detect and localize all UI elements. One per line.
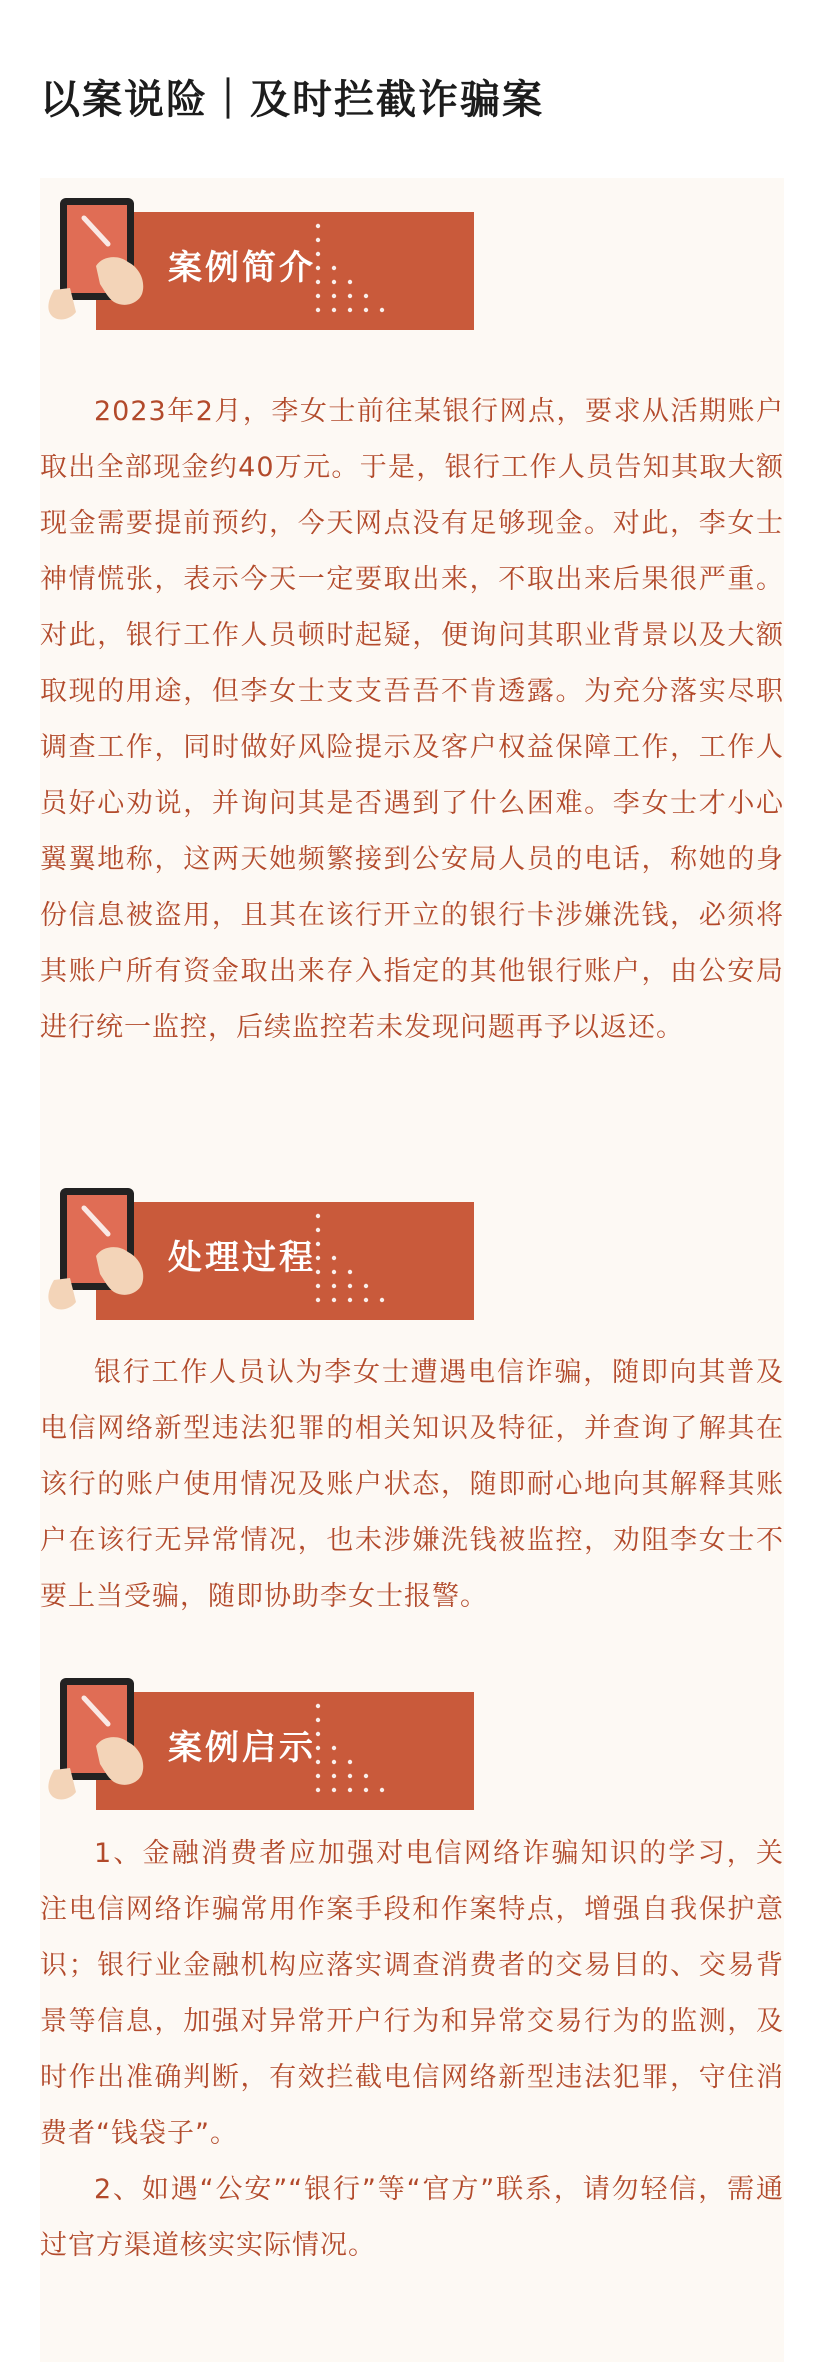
page-title: 以案说险｜及时拦截诈骗案: [40, 77, 544, 123]
section-header-lessons: [40, 1674, 784, 1809]
decorative-dots-icon: [312, 220, 402, 318]
section-title: 案例启示: [168, 1728, 316, 1768]
section-title: 处理过程: [168, 1238, 316, 1278]
hand-holding-tablet-icon: [40, 1674, 148, 1810]
article-content-panel: [40, 178, 784, 2362]
section-body-process: [40, 1345, 784, 1625]
hand-holding-tablet-icon: [40, 1184, 148, 1320]
paragraph: 2023年2月，李女士前往某银行网点，要求从活期账户取出全部现金约40万元。于是，银行工作人员告知其取大额现金需要提前预约，今天网点没有足够现金。对此，李女士神情慌张，表示今天一定要取出来，不取出来后果很严重。对此，银行工作人员顿时起疑，便询问其职业背景以及大额取现的用途，但李女士支支吾吾不肯透露。为充分落实尽职调查工作，同时做好风险提示及客户权益保障工作，工作人员好心劝说，并询问其是否遇到了什么困难。李女士才小心翼翼地称，这两天她频繁接到公安局人员的电话，称她的身份信息被盗用，且其在该行开立的银行卡涉嫌洗钱，必须将其账户所有资金取出来存入指定的其他银行账户，由公安局进行统一监控，后续监控若未发现问题再予以返还。: [40, 396, 784, 1043]
section-title: 案例简介: [168, 248, 316, 288]
decorative-dots-icon: [312, 1700, 402, 1798]
paragraph: 银行工作人员认为李女士遭遇电信诈骗，随即向其普及电信网络新型违法犯罪的相关知识及特征，并查询了解其在该行的账户使用情况及账户状态，随即耐心地向其解释其账户在该行无异常情况，也未涉嫌洗钱被监控，劝阻李女士不要上当受骗，随即协助李女士报警。: [40, 1357, 784, 1612]
decorative-dots-icon: [312, 1210, 402, 1308]
section-body-case-intro: [40, 384, 784, 1056]
hand-holding-tablet-icon: [40, 194, 148, 330]
paragraph: 1、金融消费者应加强对电信网络诈骗知识的学习，关注电信网络诈骗常用作案手段和作案特点，增强自我保护意识；银行业金融机构应落实调查消费者的交易目的、交易背景等信息，加强对异常开户行为和异常交易行为的监测，及时作出准确判断，有效拦截电信网络新型违法犯罪，守住消费者“钱袋子”。: [40, 1838, 784, 2149]
section-body-lessons: [40, 1826, 784, 2274]
paragraph: 2、如遇“公安”“银行”等“官方”联系，请勿轻信，需通过官方渠道核实实际情况。: [40, 2174, 784, 2261]
section-header-case-intro: [40, 194, 784, 329]
section-header-process: [40, 1184, 784, 1319]
